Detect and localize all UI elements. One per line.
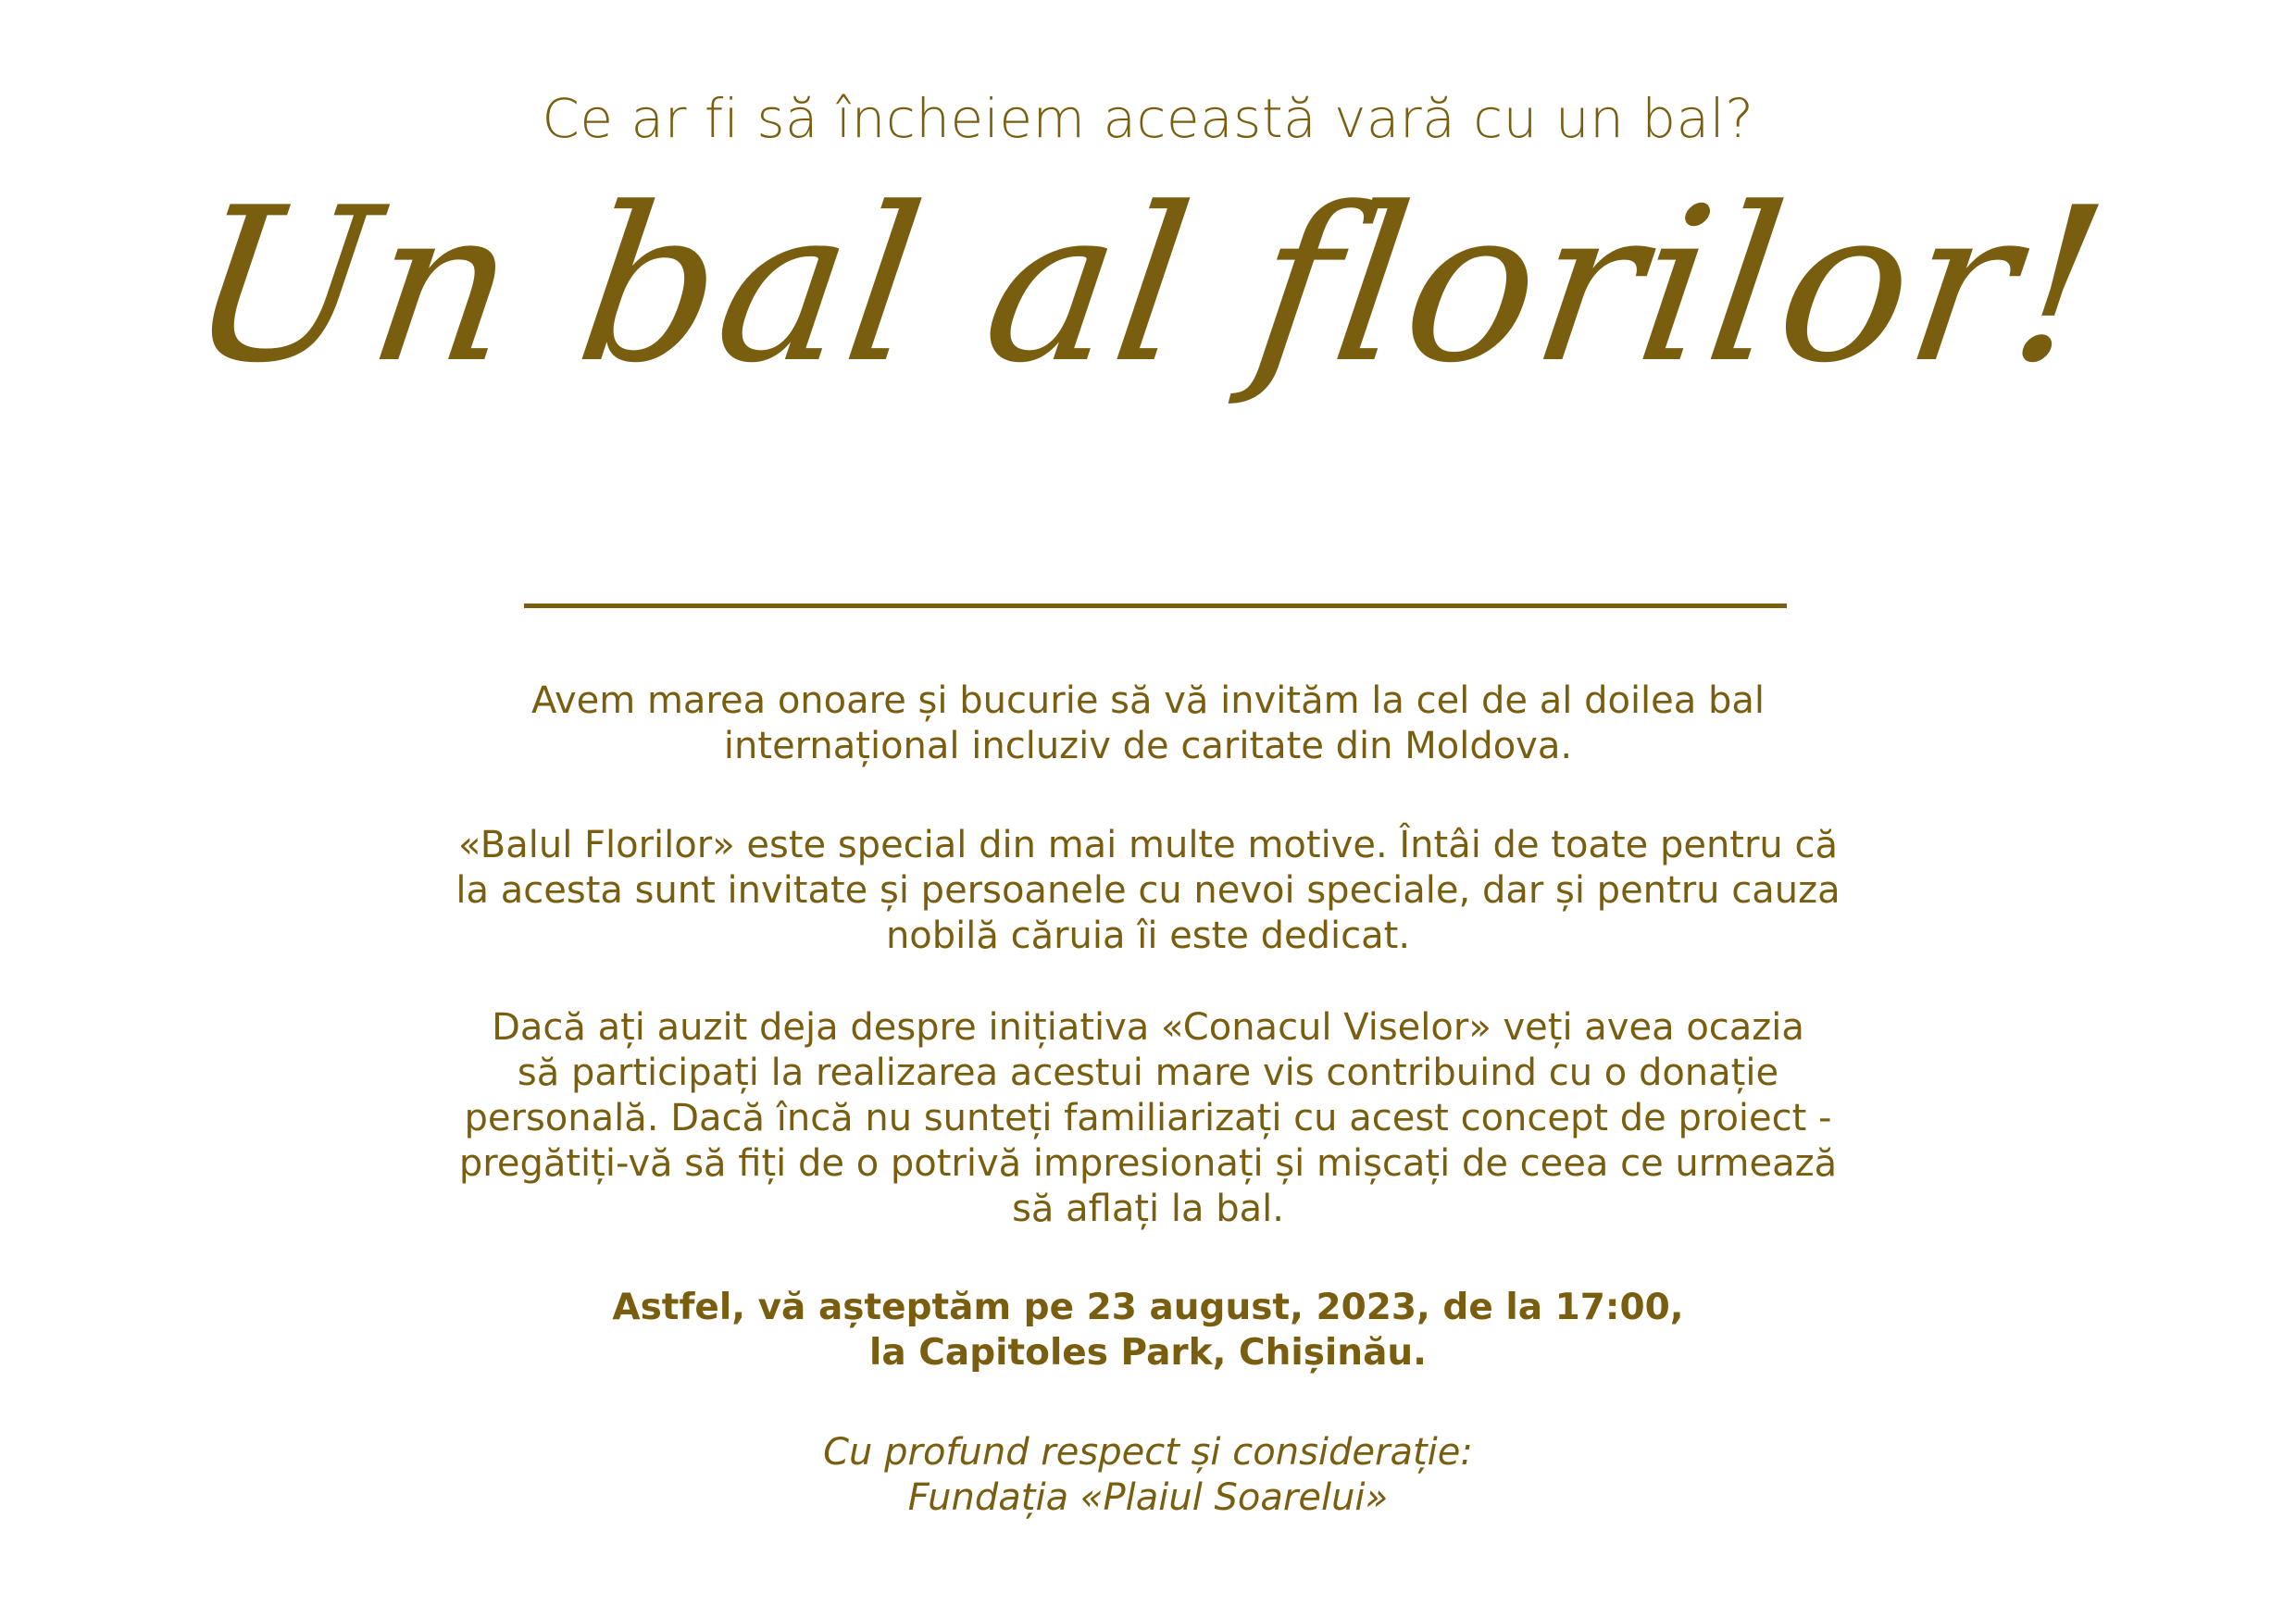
event-details	[352, 1285, 1944, 1375]
description-line: la acesta sunt invitate și persoanele cu nevoi speciale, dar și pentru cauza	[455, 869, 1841, 912]
signatory: Fundația «Plaiul Soarelui»	[907, 1476, 1389, 1519]
intro-line: internațional incluziv de caritate din Moldova.	[723, 725, 1573, 767]
initiative-line: să aflați la bal.	[1012, 1188, 1284, 1230]
event-location: la Capitoles Park, Chișinău.	[869, 1332, 1427, 1374]
description-line: «Balul Florilor» este special din mai multe motive. Întâi de toate pentru că	[458, 824, 1838, 866]
initiative-paragraph	[352, 1005, 1944, 1232]
intro-paragraph	[352, 678, 1944, 769]
intro-line: Avem marea onoare și bucurie să vă invităm la cel de al doilea bal	[530, 679, 1766, 722]
ball-description-paragraph	[352, 823, 1944, 959]
initiative-line: pregătiți-vă să fiți de o potrivă impresionați și mișcați de ceea ce urmează	[458, 1142, 1838, 1185]
initiative-line: să participați la realizarea acestui mare vis contribuind cu o donație	[517, 1052, 1779, 1094]
invitation-title: Un bal al florilor!	[175, 163, 2121, 410]
divider-line	[524, 604, 1787, 608]
closing-signature	[352, 1430, 1944, 1521]
invitation-subtitle: Ce ar fi să încheiem această vară cu un bal?	[542, 87, 1754, 150]
event-date-time: Astfel, vă așteptăm pe 23 august, 2023, de la 17:00,	[612, 1287, 1684, 1328]
description-line: nobilă căruia îi este dedicat.	[885, 915, 1411, 957]
initiative-line: personală. Dacă încă nu sunteți familiarizați cu acest concept de proiect -	[464, 1097, 1832, 1139]
initiative-line: Dacă ați auzit deja despre inițiativa «Conacul Viselor» veți avea ocazia	[492, 1006, 1804, 1049]
closing-greeting: Cu profund respect și considerație:	[823, 1431, 1473, 1474]
